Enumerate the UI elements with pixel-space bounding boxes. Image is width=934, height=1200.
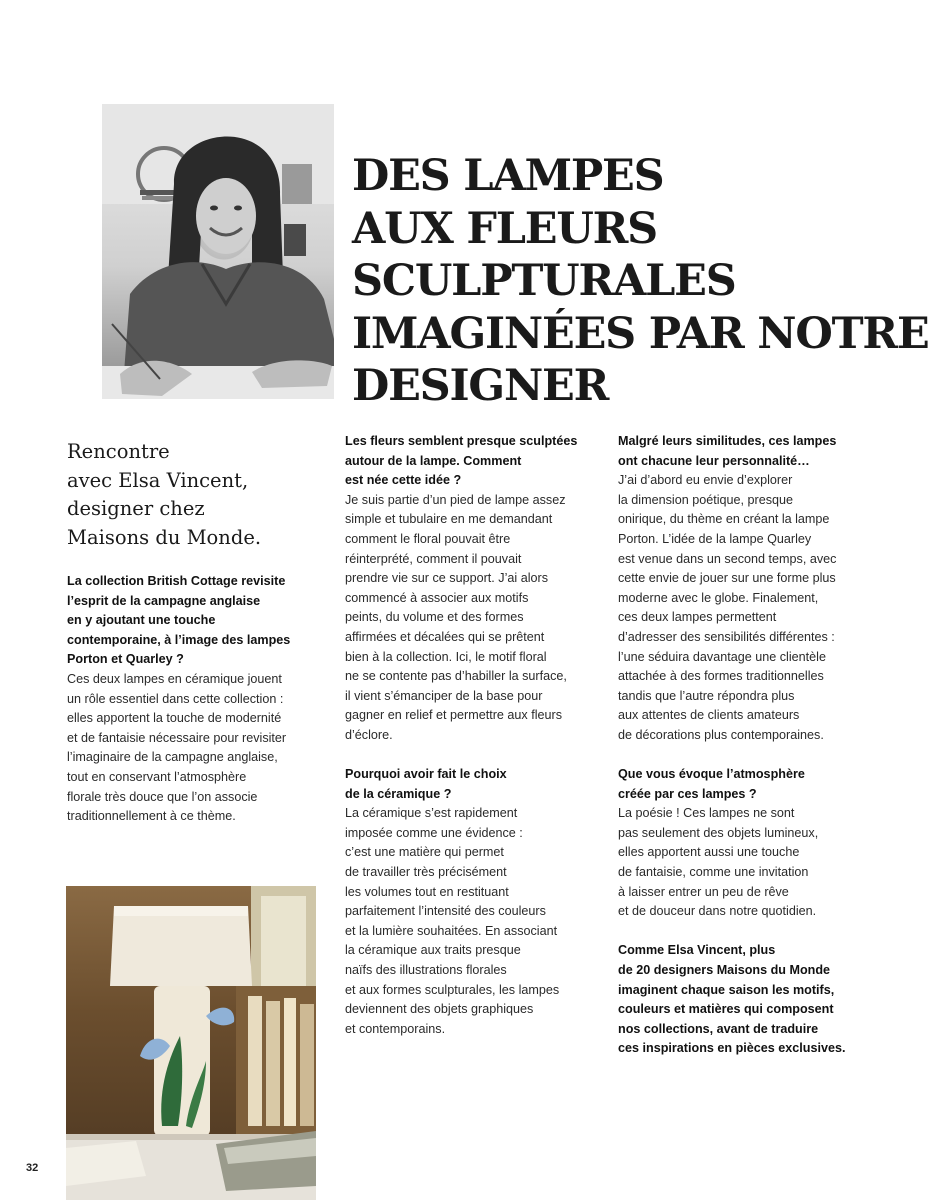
- text-line: J’ai d’abord eu envie d’explorer: [618, 473, 793, 488]
- text-line: Je suis partie d’un pied de lampe assez: [345, 492, 566, 507]
- question-sculpted-flowers: [345, 432, 600, 491]
- text-line: à laisser entrer un peu de rêve: [618, 884, 789, 899]
- text-line: et la lumière souhaitées. En associant: [345, 923, 558, 938]
- text-line: de 20 designers Maisons du Monde: [618, 963, 831, 978]
- page-number: 32: [26, 1162, 39, 1174]
- text-line: Porton. L’idée de la lampe Quarley: [618, 531, 812, 546]
- question-british-cottage: [67, 572, 322, 670]
- text-line: et aux formes sculpturales, les lampes: [345, 982, 560, 997]
- text-line: ont chacune leur personnalité…: [618, 453, 810, 468]
- text-line: Que vous évoque l’atmosphère: [618, 767, 805, 782]
- article-intro: [67, 438, 322, 552]
- text-line: deviennent des objets graphiques: [345, 1002, 534, 1017]
- answer-british-cottage: [67, 670, 322, 827]
- text-line: couleurs et matières qui composent: [618, 1002, 834, 1017]
- title-line-2: AUX FLEURS: [352, 203, 658, 254]
- designer-portrait-photo: [102, 104, 334, 399]
- text-line: elles apportent la touche de modernité: [67, 711, 282, 726]
- text-line: comment le floral pouvait être: [345, 531, 511, 546]
- text-line: de la céramique ?: [345, 786, 452, 801]
- column-1: [67, 572, 322, 827]
- answer-atmosphere: [618, 804, 878, 922]
- text-line: réinterprété, comment il pouvait: [345, 551, 522, 566]
- text-line: gagner en relief et permettre aux fleurs: [345, 708, 563, 723]
- lamp-product-photo: [66, 886, 316, 1200]
- text-line: peints, du volume et des formes: [345, 610, 524, 625]
- text-line: naïfs des illustrations florales: [345, 963, 507, 978]
- text-line: de travailler très précisément: [345, 865, 507, 880]
- text-line: tandis que l’autre répondra plus: [618, 688, 795, 703]
- text-line: les volumes tout en restituant: [345, 884, 509, 899]
- text-line: et de fantaisie nécessaire pour revisiter: [67, 730, 287, 745]
- text-line: La poésie ! Ces lampes ne sont: [618, 806, 795, 821]
- text-line: Comme Elsa Vincent, plus: [618, 943, 776, 958]
- text-line: traditionnellement à ce thème.: [67, 809, 236, 824]
- text-line: de décorations plus contemporaines.: [618, 727, 824, 742]
- text-line: onirique, du thème en créant la lampe: [618, 512, 830, 527]
- text-line: un rôle essentiel dans cette collection :: [67, 691, 284, 706]
- text-line: La collection British Cottage revisite: [67, 574, 286, 588]
- text-line: Malgré leurs similitudes, ces lampes: [618, 434, 837, 448]
- text-line: commencé à associer aux motifs: [345, 590, 529, 605]
- text-line: autour de la lampe. Comment: [345, 453, 522, 468]
- text-line: florale très douce que l’on associe: [67, 789, 258, 804]
- intro-line-3: designer chez: [67, 497, 205, 520]
- text-line: moderne avec le globe. Finalement,: [618, 590, 819, 605]
- text-line: Les fleurs semblent presque sculptées: [345, 434, 578, 448]
- title-line-5: DESIGNER: [352, 361, 609, 411]
- text-line: Ces deux lampes en céramique jouent: [67, 671, 282, 686]
- text-line: et de douceur dans notre quotidien.: [618, 904, 817, 919]
- text-line: ces deux lampes permettent: [618, 610, 777, 625]
- text-line: ces inspirations en pièces exclusives.: [618, 1041, 846, 1056]
- text-line: est née cette idée ?: [345, 473, 462, 488]
- text-line: imaginent chaque saison les motifs,: [618, 982, 835, 997]
- text-line: et contemporains.: [345, 1021, 446, 1036]
- text-line: bien à la collection. Ici, le motif floral: [345, 649, 547, 664]
- text-line: la dimension poétique, presque: [618, 492, 794, 507]
- title-line-3: SCULPTURALES: [352, 256, 736, 306]
- text-line: Porton et Quarley ?: [67, 652, 184, 667]
- answer-sculpted-flowers: [345, 491, 600, 746]
- text-line: est venue dans un second temps, avec: [618, 551, 837, 566]
- text-line: d’éclore.: [345, 727, 393, 742]
- text-line: La céramique s’est rapidement: [345, 806, 518, 821]
- intro-line-1: Rencontre: [67, 440, 170, 463]
- text-line: il vient s’émanciper de la base pour: [345, 688, 543, 703]
- text-line: contemporaine, à l’image des lampes: [67, 632, 291, 647]
- question-personality: [618, 432, 878, 471]
- text-line: ne se contente pas d’habiller la surface,: [345, 669, 567, 684]
- text-line: affirmées et décalées qui se prêtent: [345, 629, 545, 644]
- closing-statement: [618, 941, 878, 1059]
- intro-line-2: avec Elsa Vincent,: [67, 468, 249, 492]
- text-line: parfaitement l’intensité des couleurs: [345, 904, 546, 919]
- text-line: attachée à des formes traditionnelles: [618, 669, 824, 684]
- text-line: c’est une matière qui permet: [345, 845, 504, 860]
- text-line: en y ajoutant une touche: [67, 613, 216, 628]
- answer-personality: [618, 471, 878, 745]
- text-line: l’imaginaire de la campagne anglaise,: [67, 750, 278, 765]
- text-line: créée par ces lampes ?: [618, 786, 757, 801]
- text-line: cette envie de jouer sur une forme plus: [618, 571, 836, 586]
- text-line: l’une séduira davantage une clientèle: [618, 649, 826, 664]
- text-line: Pourquoi avoir fait le choix: [345, 767, 507, 782]
- article-title: [352, 150, 929, 413]
- text-line: prendre vie sur ce support. J’ai alors: [345, 571, 548, 586]
- question-ceramic: [345, 765, 600, 804]
- text-line: imposée comme une évidence :: [345, 825, 523, 840]
- column-2: [345, 432, 600, 1039]
- text-line: la céramique aux traits presque: [345, 943, 521, 958]
- title-line-4: IMAGINÉES PAR NOTRE: [352, 308, 929, 359]
- intro-line-4: Maisons du Monde.: [67, 525, 262, 549]
- text-line: l’esprit de la campagne anglaise: [67, 593, 261, 608]
- text-line: nos collections, avant de traduire: [618, 1021, 819, 1036]
- text-line: d’adresser des sensibilités différentes :: [618, 629, 835, 644]
- title-line-1: DES LAMPES: [352, 151, 664, 201]
- text-line: elles apportent aussi une touche: [618, 845, 800, 860]
- column-3: [618, 432, 878, 1059]
- question-atmosphere: [618, 765, 878, 804]
- text-line: aux attentes de clients amateurs: [618, 708, 800, 723]
- answer-ceramic: [345, 804, 600, 1039]
- text-line: simple et tubulaire en me demandant: [345, 512, 553, 527]
- text-line: pas seulement des objets lumineux,: [618, 825, 819, 840]
- text-line: de fantaisie, comme une invitation: [618, 865, 809, 880]
- text-line: tout en conservant l’atmosphère: [67, 769, 247, 784]
